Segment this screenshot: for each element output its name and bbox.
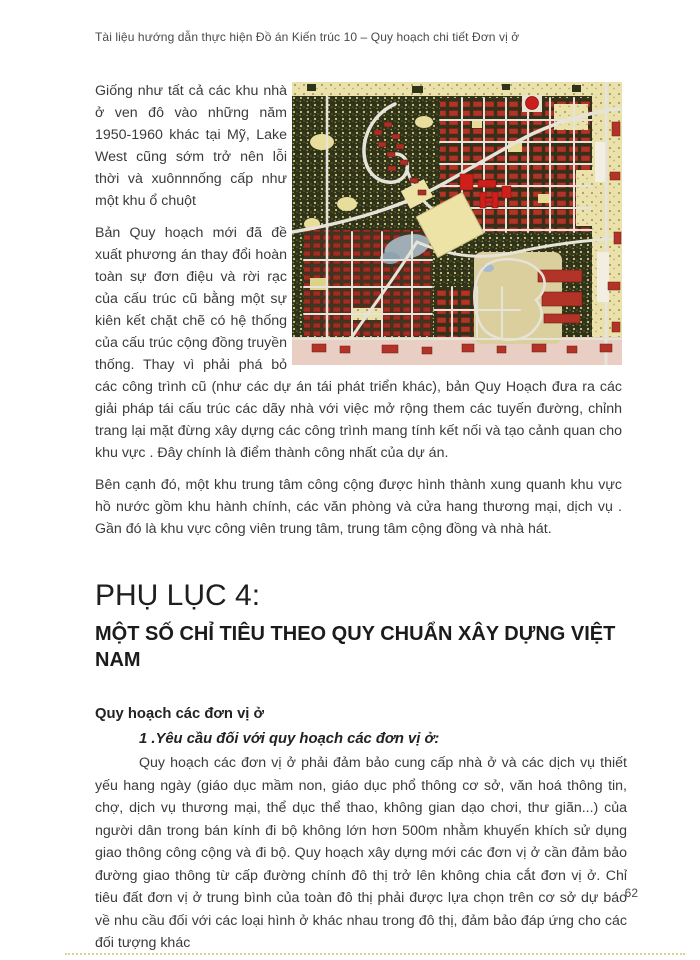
site-plan-map-image	[292, 82, 622, 365]
paragraph-new-plan: Bản Quy hoạch mới đã đề xuất phương án thay đổi hoàn toàn sự đơn điệu và rời rạc của cấu trúc cũ bằng một sự kiên kết chặt chẽ có hệ thống của cấu trúc cộng đồng truyền thống. Thay vì phải phá bỏ các công trình cũ (như các dự án tái phát triển khác), bản Quy Hoạch đưa ra các giải pháp tái cấu trúc các dãy nhà với việc mở rộng them các tuyến đường, chỉnh trang lại mặt đừng xây dựng các công trình mang tính kết nối và tạo cảnh quan cho khu vực . Đây chính là điểm thành công nhất của dự án.	[95, 225, 622, 461]
appendix-title: PHỤ LỤC 4:	[95, 579, 261, 612]
page-number: 62	[624, 886, 638, 900]
paragraph-lake-west-decline: Giống như tất cả các khu nhà ở ven đô vào những năm 1950-1960 khác tại Mỹ, Lake West cũng sớm trở nên lỗi thời và xuônnnống cấp như một khu ổ chuột	[95, 83, 287, 209]
appendix-subtitle: MỘT SỐ CHỈ TIÊU THEO QUY CHUẨN XÂY DỰNG VIỆT NAM	[95, 623, 616, 671]
appendix-body-paragraph: Quy hoạch các đơn vị ở phải đảm bảo cung cấp nhà ở và các dịch vụ thiết yếu hang ngày (giáo dục mầm non, giáo dục phổ thông cơ sở, văn hoá thông tin, chợ, dịch vụ thương mại, thể dục thể thao, không gian dạo chơi, thư giãn...) của người dân trong bán kính đi bộ không lớn hơn 500m nhằm khuyến khích sử dụng giao thông công cộng và đi bộ. Quy hoạch xây dựng mới các đơn vị ở cần đảm bảo đường giao thông từ cấp đường chính đô thị trở lên không chia cắt đơn vị ở. Chỉ tiêu đất đơn vị ở trung bình của toàn đô thị phải được lựa chọn trên cơ sở dự báo về nhu cầu đối với các loại hình ở khác nhau trong đô thị, đảm bảo đáp ứng cho các đối tượng khác	[95, 755, 627, 951]
section-heading-planning-units: Quy hoạch các đơn vị ở	[95, 706, 265, 722]
running-header: Tài liệu hướng dẫn thực hiện Đồ án Kiến trúc 10 – Quy hoạch chi tiết Đơn vị ở	[95, 30, 520, 44]
appendix-section	[95, 578, 627, 955]
paragraph-public-center: Bên cạnh đó, một khu trung tâm công cộng được hình thành xung quanh khu vực hồ nước gồm khu hành chính, các văn phòng và cửa hang thương mại, dịch vụ . Gần đó là khu vực công viên trung tâm, trung tâm cộng đồng và nhà hát.	[95, 477, 622, 537]
article-block	[95, 80, 622, 550]
item-heading-requirements: 1 .Yêu cầu đối với quy hoạch các đơn vị ở:	[139, 731, 440, 747]
bottom-dotted-divider	[65, 953, 685, 955]
site-plan-figure	[292, 82, 622, 365]
